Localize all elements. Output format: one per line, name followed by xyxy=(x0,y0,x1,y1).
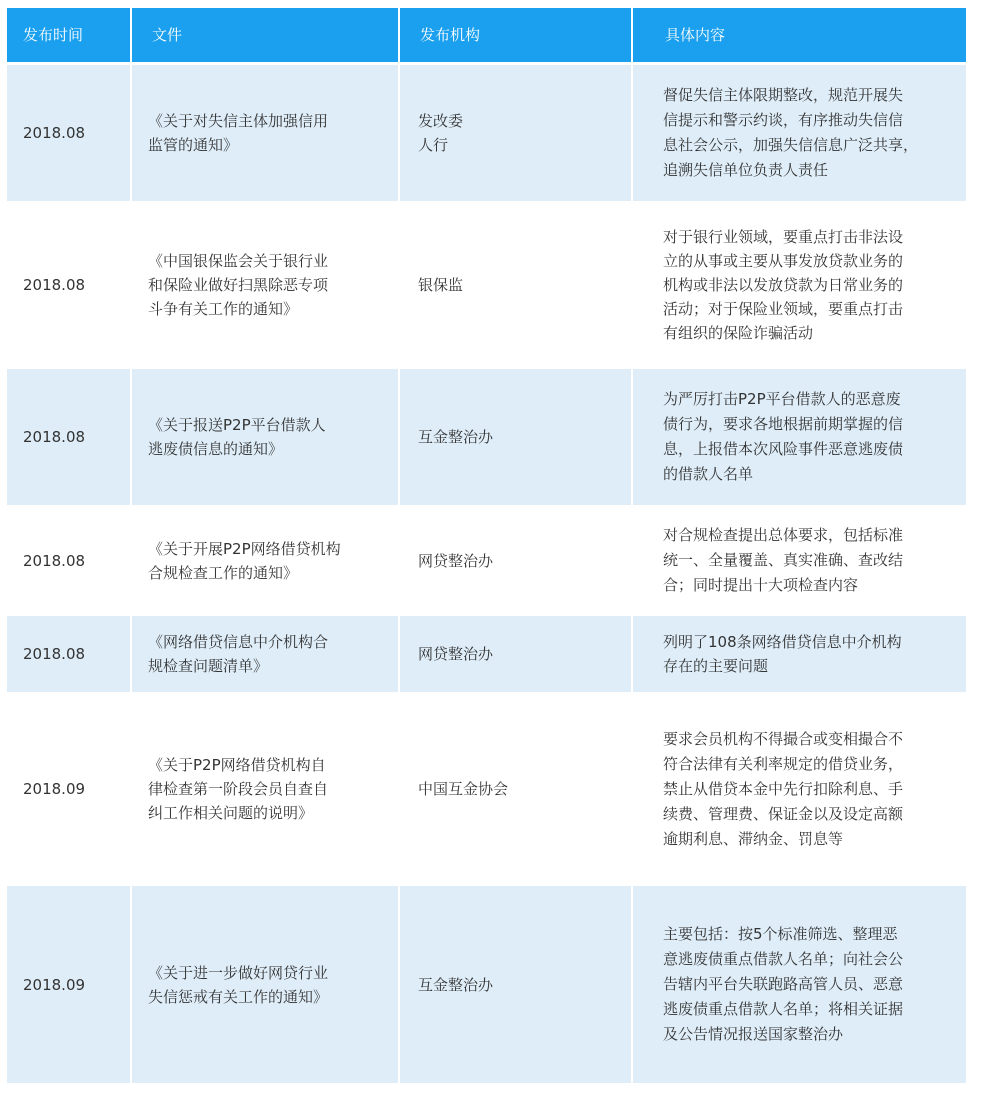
cell-agency: 银保监 xyxy=(400,204,631,366)
cell-date: 2018.09 xyxy=(7,695,130,883)
cell-content: 对于银行业领域，要重点打击非法设 立的从事或主要从事发放贷款业务的 机构或非法以发放贷款为日常业务的 活动；对于保险业领域，要重点打击 有组织的保险诈骗活动 xyxy=(633,204,966,366)
cell-document: 《网络借贷信息中介机构合 规检查问题清单》 xyxy=(132,616,398,692)
header-date: 发布时间 xyxy=(7,8,130,62)
table-row xyxy=(7,695,966,883)
policy-table xyxy=(7,8,966,1083)
cell-agency: 网贷整治办 xyxy=(400,508,631,613)
cell-document: 《中国银保监会关于银行业 和保险业做好扫黑除恶专项 斗争有关工作的通知》 xyxy=(132,204,398,366)
cell-agency: 发改委 人行 xyxy=(400,65,631,201)
cell-agency: 网贷整治办 xyxy=(400,616,631,692)
cell-document: 《关于对失信主体加强信用 监管的通知》 xyxy=(132,65,398,201)
table-row xyxy=(7,369,966,505)
cell-document: 《关于开展P2P网络借贷机构 合规检查工作的通知》 xyxy=(132,508,398,613)
cell-agency: 中国互金协会 xyxy=(400,695,631,883)
header-agency: 发布机构 xyxy=(400,8,631,62)
cell-date: 2018.08 xyxy=(7,204,130,366)
cell-content: 要求会员机构不得撮合或变相撮合不 符合法律有关利率规定的借贷业务， 禁止从借贷本金中先行扣除利息、手 续费、管理费、保证金以及设定高额 逾期利息、滞纳金、罚息等 xyxy=(633,695,966,883)
header-content: 具体内容 xyxy=(633,8,966,62)
table-row xyxy=(7,508,966,613)
table-row xyxy=(7,65,966,201)
table-row xyxy=(7,886,966,1083)
cell-document: 《关于报送P2P平台借款人 逃废债信息的通知》 xyxy=(132,369,398,505)
cell-date: 2018.08 xyxy=(7,616,130,692)
cell-document: 《关于进一步做好网贷行业 失信惩戒有关工作的通知》 xyxy=(132,886,398,1083)
cell-content: 主要包括：按5个标准筛选、整理恶 意逃废债重点借款人名单；向社会公 告辖内平台失联跑路高管人员、恶意 逃废债重点借款人名单；将相关证据 及公告情况报送国家整治办 xyxy=(633,886,966,1083)
table-row xyxy=(7,204,966,366)
cell-content: 为严厉打击P2P平台借款人的恶意废 债行为，要求各地根据前期掌握的信 息，上报借本次风险事件恶意逃废债 的借款人名单 xyxy=(633,369,966,505)
cell-date: 2018.08 xyxy=(7,65,130,201)
cell-agency: 互金整治办 xyxy=(400,369,631,505)
cell-agency: 互金整治办 xyxy=(400,886,631,1083)
cell-date: 2018.08 xyxy=(7,369,130,505)
cell-content: 对合规检查提出总体要求，包括标准 统一、全量覆盖、真实准确、查改结 合；同时提出十大项检查内容 xyxy=(633,508,966,613)
cell-date: 2018.09 xyxy=(7,886,130,1083)
cell-date: 2018.08 xyxy=(7,508,130,613)
cell-content: 列明了108条网络借贷信息中介机构 存在的主要问题 xyxy=(633,616,966,692)
header-document: 文件 xyxy=(132,8,398,62)
cell-content: 督促失信主体限期整改，规范开展失 信提示和警示约谈，有序推动失信信 息社会公示，加强失信信息广泛共享， 追溯失信单位负责人责任 xyxy=(633,65,966,201)
table-row xyxy=(7,616,966,692)
table-header-row xyxy=(7,8,966,62)
cell-document: 《关于P2P网络借贷机构自 律检查第一阶段会员自查自 纠工作相关问题的说明》 xyxy=(132,695,398,883)
